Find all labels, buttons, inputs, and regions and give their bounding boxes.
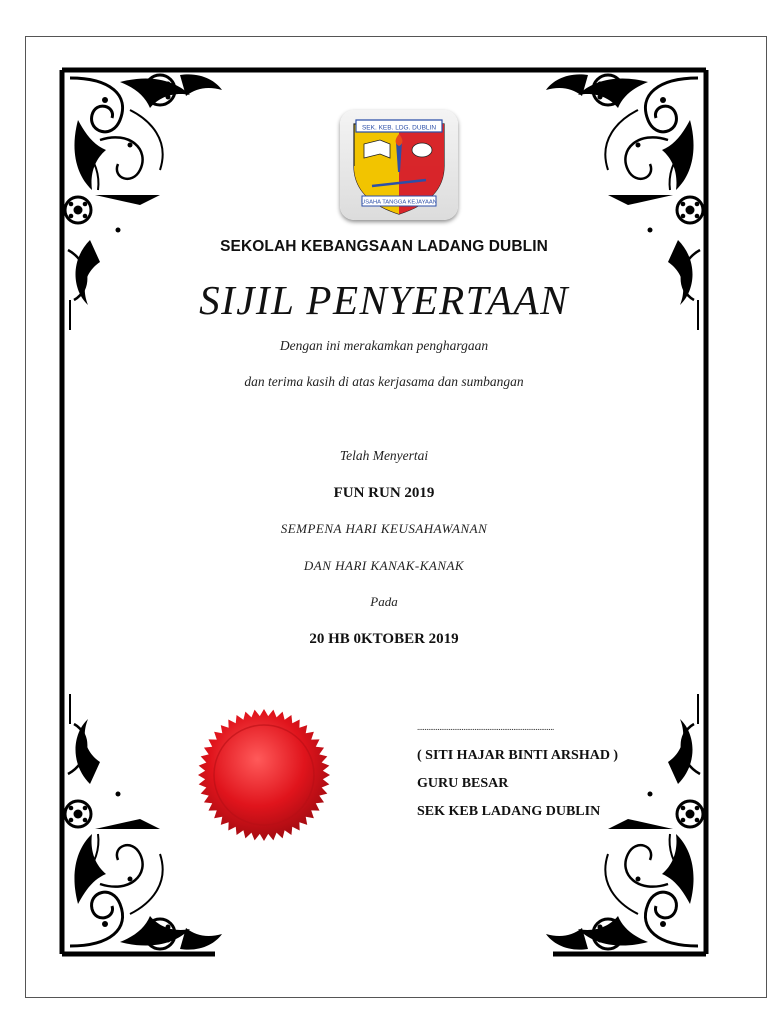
crest-banner-text: SEK. KEB. LDG. DUBLIN [361, 124, 437, 132]
school-name: SEKOLAH KEBANGSAAN LADANG DUBLIN [220, 238, 548, 255]
event-date: 20 HB 0KTOBER 2019 [309, 631, 459, 647]
signatory-name: ( SITI HAJAR BINTI ARSHAD ) [417, 748, 619, 763]
signatory-school: SEK KEB LADANG DUBLIN [417, 804, 601, 819]
crest-motto-text: USAHA TANGGA KEJAYAAN [361, 199, 437, 206]
occasion-line-1: SEMPENA HARI KEUSAHAWANAN [280, 521, 488, 536]
participated-label: Telah Menyertai [339, 448, 429, 463]
event-name: FUN RUN 2019 [333, 485, 435, 501]
signature-line: .......................................................................... [417, 722, 554, 732]
certificate-title: SIJIL PENYERTAAN [199, 277, 569, 323]
occasion-line-2: DAN HARI KANAK-KANAK [303, 558, 465, 573]
red-seal [195, 706, 333, 844]
signatory-position: GURU BESAR [417, 776, 509, 791]
school-crest-logo [340, 110, 458, 220]
intro-line-1: Dengan ini merakamkan penghargaan [279, 338, 489, 353]
on-label: Pada [370, 594, 398, 609]
intro-line-2: dan terima kasih di atas kerjasama dan sumbangan [244, 374, 524, 389]
